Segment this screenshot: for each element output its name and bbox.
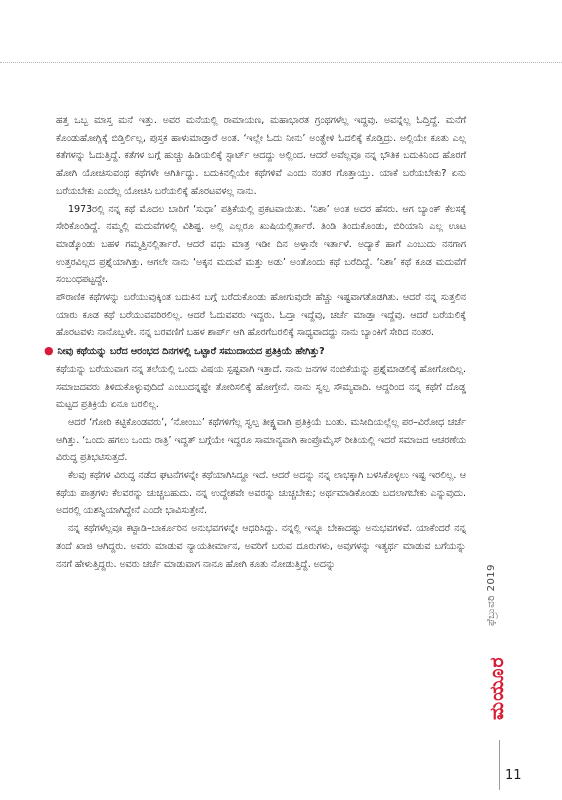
question-text: ನೀವು ಕಥೆಯನ್ನು ಬರೆದ ಆರಂಭದ ದಿನಗಳಲ್ಲಿ ಒಟ್ಟಾರೆ ಸಮುದಾಯದ ಪ್ರತಿಕ್ರಿಯೆ ಹೇಗಿತ್ತು? <box>57 346 325 358</box>
body-paragraph: ಆದರೆ ‘ಗೋರಿ ಕಟ್ಟಿಕೊಂಡವರು’, ‘ನೋಂಬು’ ಕಥೆಗಳಿಗೆಲ್ಲ ಸ್ವಲ್ಪ ತೀಕ್ಷ್ಣವಾಗಿ ಪ್ರತಿಕ್ರಿಯೆ ಬಂತು. ಮಸೀದಿಯಲ್ಲೆಲ್ಲ ಪರ–ವಿರೋಧ ಚರ್ಚೆ ಆಗಿತ್ತು. ‘ಒಂದು ಹಗಲು ಒಂದು ರಾತ್ರಿ’ ಇದ್ದತ್ ಬಗ್ಗೆಯೇ ಇದ್ದರೂ ಸಾಮಾನ್ಯವಾಗಿ ಕಾಂಪ್ರೊಮೈಸ್ ರೀತಿಯಲ್ಲಿ ಇದರೆ ಸಮಾಜದ ಆಚರಣೆಯ ವಿರುದ್ಧ ಪ್ರತಿಭಟಿಸುತ್ತದೆ. <box>56 416 466 464</box>
top-dotted-rule <box>0 62 562 63</box>
article-body <box>44 112 466 573</box>
body-paragraph: ಕಥೆಯನ್ನು ಬರೆಯುವಾಗ ನನ್ನ ತಲೆಯಲ್ಲಿ ಒಂದು ವಿಷಯ ಸ್ಪಷ್ಟವಾಗಿ ಇತ್ತಾದೆ. ನಾನು ಜನಗಳ ನಂಬಿಕೆಯನ್ನು ಪ್ರಶ್ನೆಮಾಡಲಿಕ್ಕೆ ಹೋಗೋದಿಲ್ಲ. ಸಮಾಜದವರು ತಿಳಿದುಕೊಳ್ಳುವುದಿದೆ ಎಂಬುದನ್ನಷ್ಟೇ ತೋರಿಸಲಿಕ್ಕೆ ಹೋಗ್ತೇನೆ. ನಾನು ಸ್ವಲ್ಪ ಸೌಮ್ಯವಾದಿ. ಆದ್ದರಿಂದ ನನ್ನ ಕಥೆಗೆ ದೊಡ್ಡ ಮಟ್ಟದ ಪ್ರತಿಕ್ರಿಯೆ ಏನೂ ಬರಲಿಲ್ಲ. <box>56 363 466 411</box>
question-bullet-icon: ● <box>44 344 54 358</box>
body-paragraph: ಪೌರಾಣಿಕ ಕಥೆಗಳನ್ನು ಬರೆಯುವುಕ್ಕಿಂತ ಬದುಕಿನ ಬಗ್ಗೆ ಬರೆದುಕೊಂಡು ಹೋಗುವುದೇ ಹೆಚ್ಚು ಇಷ್ಟವಾಗತೊಡಗಿತು. ಆದರೆ ನನ್ನ ಸುತ್ತಲಿನ ಯಾರು ಕೂಡ ಕಥೆ ಬರೆಯುವವರಿರಲಿಲ್ಲ. ಆದರೆ ಓದುವವರು ಇದ್ದರು. ಓದ್ತಾ ಇದ್ದೆವು, ಚರ್ಚೆ ಮಾಡ್ತಾ ಇದ್ದೆವು. ಆದರೆ ಬರೆಯಲಿಕ್ಕೆ ಹೊರಟವಳು ನಾನೊಬ್ಬಳೇ. ನನ್ನ ಬರವಣಿಗೆ ಬಹಳ ಶಾರ್ಪ್ ಆಗಿ ಹೊರಗೆಬರಲಿಕ್ಕೆ ಸಾಧ್ಯವಾದದ್ದು ನಾನು ಬ್ಯಾಂಕಿಗೆ ಸೇರಿದ ನಂತರ. <box>56 292 466 339</box>
magazine-logo: ಮಯೂರ <box>486 656 508 720</box>
magazine-sidebar <box>486 560 512 738</box>
issue-date: ಫೆಬ್ರುವರಿ 2019 <box>486 563 497 627</box>
sidebar-rule <box>499 740 500 790</box>
body-paragraph: ಹತ್ತ ಒಬ್ಬ ಮಾಸ್ತ ಮನೆ ಇತ್ತು. ಅವರ ಮನೆಯಲ್ಲಿ ರಾಮಾಯಣ, ಮಹಾಭಾರತ ಗ್ರಂಥಗಳೆಲ್ಲ ಇದ್ದವು. ಅವನ್ನೆಲ್ಲ ಓದ್ತಿದ್ದೆ. ಮನೆಗೆ ಕೊಂಡುಹೋಗ್ಲಿಕ್ಕೆ ಬಿಡ್ತಿರ್ಲಿಲ್ಲ, ಪುಸ್ತಕ ಹಾಳುಮಾಡ್ತಾರೆ ಅಂತ. ‘ಇಲ್ಲೇ ಓದು ನೀನು’ ಅಂತ್ಹೇಳಿ ಓದಲಿಕ್ಕೆ ಕೊಡ್ತಿದ್ರು. ಅಲ್ಲಿಯೇ ಕೂತು ಎಲ್ಲ ಕತೆಗಳನ್ನು ಓದುತ್ತಿದ್ದೆ. ಕತೆಗಳ ಬಗ್ಗೆ ಹುಚ್ಚು ಹಿಡಿಯಲಿಕ್ಕೆ ಸ್ಟಾರ್ಟ್ ಆದದ್ದು ಅಲ್ಲಿಂದ. ಆದರೆ ಅವೆಲ್ಲವೂ ನನ್ನ ಭೌತಿಕ ಬದುಕಿನಿಂದ ಹೊರಗೆ ಹೋಗಿ ಯೋಚಿಸುವಂಥ ಕಥೆಗಳೇ ಆಗಿರ್ತಿದ್ದು. ಬದುಕಿನಲ್ಲಿಯೇ ಕಥೆಗಳಿವೆ ಎಂದು ನಂತರ ಗೊತ್ತಾಯ್ತು. ಯಾಕೆ ಬರೆಯಬೇಕು? ಏನು ಬರೆಯಬೇಕು ಎಂದೆಲ್ಲ ಯೋಚಿಸಿ ಬರೆಯಲಿಕ್ಕೆ ಹೊರಟವಳಲ್ಲ ನಾನು. <box>56 115 466 197</box>
body-paragraph: ನನ್ನ ಕಥೆಗಳೆಲ್ಲವೂ ಕಟ್ಟಾಡಿ–ಬಾರ್ಕೂರಿನ ಅನುಭವಗಳನ್ನೇ ಆಧರಿಸಿದ್ದು. ನನ್ನಲ್ಲಿ ಇನ್ನೂ ಬೇಕಾದಷ್ಟು ಅನುಭವಗಳಿವೆ. ಯಾಕೆಂದರೆ ನನ್ನ ತಂದೆ ಖಾಜಿ ಆಗಿದ್ದರು. ಅವರು ಮಾಡುವ ನ್ಯಾಯತೀರ್ಮಾನ, ಅವರಿಗೆ ಬರುವ ದೂರುಗಳು, ಅವುಗಳನ್ನು ಇತ್ಯರ್ಥ ಮಾಡುವ ಬಗೆಯನ್ನು ನನಗೆ ಹೇಳುತ್ತಿದ್ದರು. ಅವರು ಚರ್ಚೆ ಮಾಡುವಾಗ ನಾನೂ ಹೋಗಿ ಕೂತು ನೋಡುತ್ತಿದ್ದೆ. ಅದನ್ನು <box>56 523 466 570</box>
body-paragraph: 1973ರಲ್ಲಿ ನನ್ನ ಕಥೆ ಮೊದಲ ಬಾರಿಗೆ ‘ಸುಧಾ’ ಪತ್ರಿಕೆಯಲ್ಲಿ ಪ್ರಕಟವಾಯಿತು. ‘ನಿಶಾ’ ಅಂತ ಅದರ ಹೆಸರು. ಆಗ ಬ್ಯಾಂಕ್ ಕೆಲಸಕ್ಕೆ ಸೇರಿಕೊಂಡಿದ್ದೆ. ನಮ್ಮಲ್ಲಿ ಮದುವೆಗಳಲ್ಲಿ ವಿಶಿಷ್ಟ. ಅಲ್ಲಿ ಎಲ್ಲರೂ ಖುಷಿಯಲ್ಲಿರ್ತಾರೆ. ತಿಂಡಿ ತಿಂದುಕೊಂಡು, ಬಿರಿಯಾನಿ ಎಲ್ಲ ಊಟ ಮಾಡ್ಕೊಂಡು ಬಹಳ ಗಮ್ಮತ್ತಿನಲ್ಲಿರ್ತಾರೆ. ಆದರೆ ವಧು ಮಾತ್ರ ಇಡೀ ದಿನ ಅಳ್ತಾನೇ ಇರ್ತಾಳೆ. ಅದ್ಯಾಕೆ ಹಾಗೆ ಎಂಬುದು ನನಗಾಗ ಉತ್ತರವಿಲ್ಲದ ಪ್ರಶ್ನೆಯಾಗಿತ್ತು. ಆಗಲೇ ನಾನು ‘ಅಕ್ಕನ ಮದುವೆ ಮತ್ತು ಅಡು’ ಅಂತೊಂದು ಕಥೆ ಬರೆದಿದ್ದೆ. ‘ನಿಶಾ’ ಕಥೆ ಕೂಡ ಮದುವೆಗೆ ಸಂಬಂಧಪಟ್ಟದ್ದೇ. <box>56 203 466 286</box>
page-number: 11 <box>505 768 522 783</box>
interview-question <box>44 342 466 361</box>
body-paragraph: ಕೆಲವು ಕಥೆಗಳ ವಿರುದ್ಧ ನಡೆದ ಘಟನೆಗಳನ್ನೇ ಕಥೆಯಾಗಿಸಿದ್ದೂ ಇದೆ. ಆದರೆ ಅದನ್ನು ನನ್ನ ಲಾಭಕ್ಕಾಗಿ ಬಳಸಿಕೊಳ್ಳಲು ಇಷ್ಟ ಇರಲಿಲ್ಲ. ಆ ಕಥೆಯ ಪಾತ್ರಗಳು ಕೆಲವರನ್ನು ಚುಚ್ಚಬಹುದು. ನನ್ನ ಉದ್ದೇಶವೇ ಅವರನ್ನು ಚುಚ್ಚಬೇಕು; ಅರ್ಥಮಾಡಿಕೊಂಡು ಬದಲಾಗಬೇಕು ಎನ್ನುವುದು. ಅದರಲ್ಲಿ ಯಶಸ್ವಿಯಾಗಿದ್ದೇನೆ ಎಂದೇ ಭಾವಿಸುತ್ತೇನೆ. <box>56 470 466 517</box>
